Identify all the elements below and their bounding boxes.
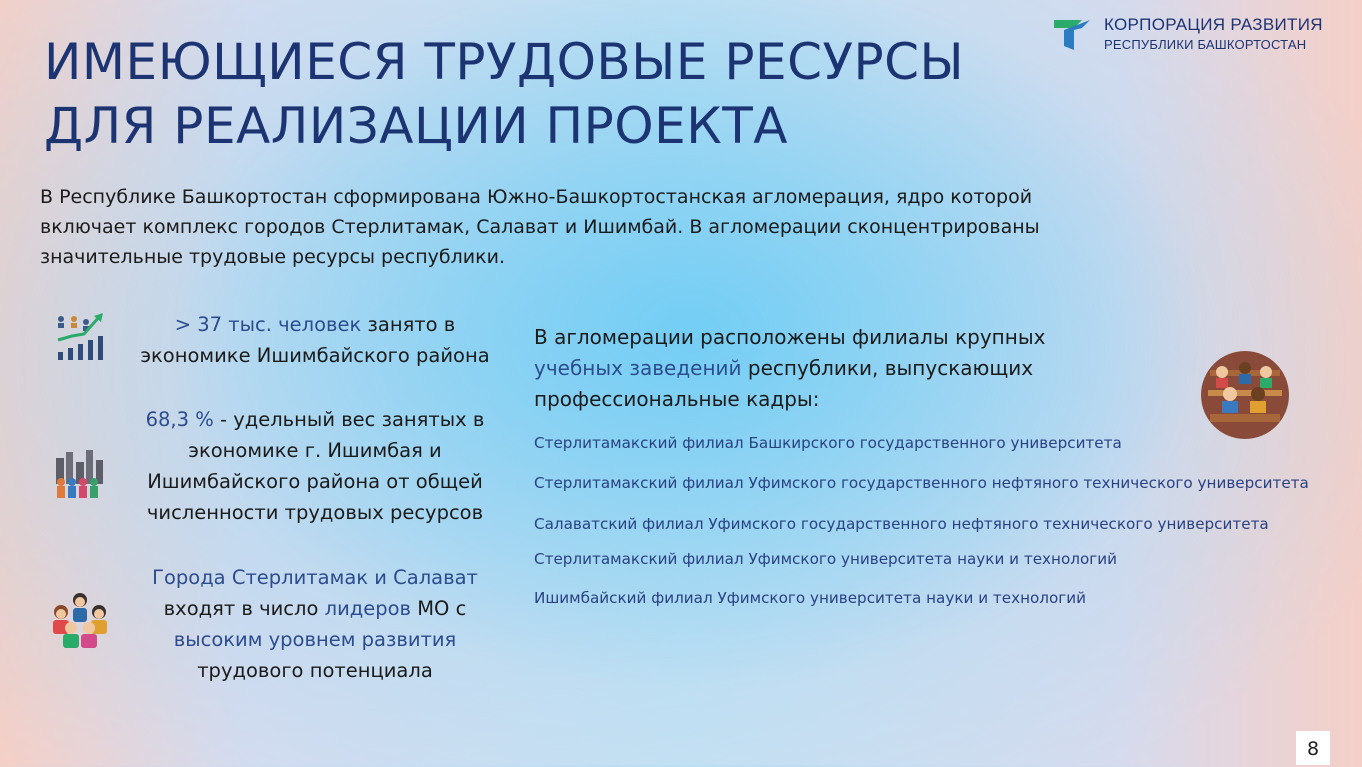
page-number: 8 (1296, 731, 1330, 765)
stat-leaders-text4: трудового потенциала (197, 659, 433, 682)
stat-employed-count (120, 309, 510, 371)
corporation-logo (1052, 14, 1352, 58)
city-workers-icon (52, 448, 106, 500)
corporation-logo-text (1104, 14, 1323, 54)
stat-leaders-cities: Города Стерлитамак и Салават (152, 566, 478, 589)
stat-share-text3: Ишимбайского района от общей (147, 470, 483, 493)
branch-item-2: Стерлитамакский филиал Уфимского государственного нефтяного технического университета (534, 474, 1309, 492)
stat-share-text2: экономике г. Ишимбая и (188, 439, 442, 462)
slide-title (44, 30, 964, 158)
intro-paragraph: В Республике Башкортостан сформирована Южно-Башкортостанская агломерация, ядро которой включает комплекс городов Стерлитамак, Салават и Ишимбай. В агломерации сконцентрированы значительные трудовые ресурсы республики. (40, 186, 1040, 268)
team-people-icon (48, 590, 112, 650)
stat-labor-leaders (120, 562, 510, 686)
growth-chart-icon (52, 310, 108, 362)
slide-title-line2: ДЛЯ РЕАЛИЗАЦИИ ПРОЕКТА (44, 97, 788, 155)
stat-employed-text2: экономике Ишимбайского района (140, 344, 490, 367)
stat-leaders-level: высоким уровнем развития (173, 628, 457, 651)
stat-leaders-text2: входят в число (163, 597, 325, 620)
institutions-lead-line1: В агломерации расположены филиалы крупных (534, 325, 1046, 349)
logo-line1: КОРПОРАЦИЯ РАЗВИТИЯ (1104, 15, 1323, 34)
institutions-lead-line2: республики, выпускающих (741, 356, 1034, 380)
logo-line2: РЕСПУБЛИКИ БАШКОРТОСТАН (1104, 37, 1307, 52)
branch-item-1: Стерлитамакский филиал Башкирского государственного университета (534, 434, 1122, 452)
students-classroom-icon (1200, 350, 1290, 440)
stat-leaders-highlight: лидеров (324, 597, 412, 620)
institutions-lead-line3: профессиональные кадры: (534, 387, 820, 411)
branch-item-4: Стерлитамакский филиал Уфимского университета науки и технологий (534, 550, 1117, 568)
stat-share-text1: - удельный вес занятых в (213, 408, 485, 431)
stat-share-value: 68,3 % (145, 408, 214, 431)
branch-item-5: Ишимбайский филиал Уфимского университета науки и технологий (534, 589, 1087, 607)
stat-employed-value: > 37 тыс. человек (174, 313, 362, 336)
stat-employed-text1: занято в (361, 313, 456, 336)
slide-title-line1: ИМЕЮЩИЕСЯ ТРУДОВЫЕ РЕСУРСЫ (44, 33, 965, 91)
institutions-lead-highlight: учебных заведений (534, 356, 742, 380)
stat-leaders-text2-rest: МО с (411, 597, 467, 620)
stat-share-text4: численности трудовых ресурсов (146, 501, 484, 524)
stat-employment-share (120, 404, 510, 528)
branch-item-3: Салаватский филиал Уфимского государственного нефтяного технического университета (534, 515, 1269, 533)
corporation-logo-icon (1052, 16, 1094, 52)
institutions-lead (534, 322, 1154, 415)
